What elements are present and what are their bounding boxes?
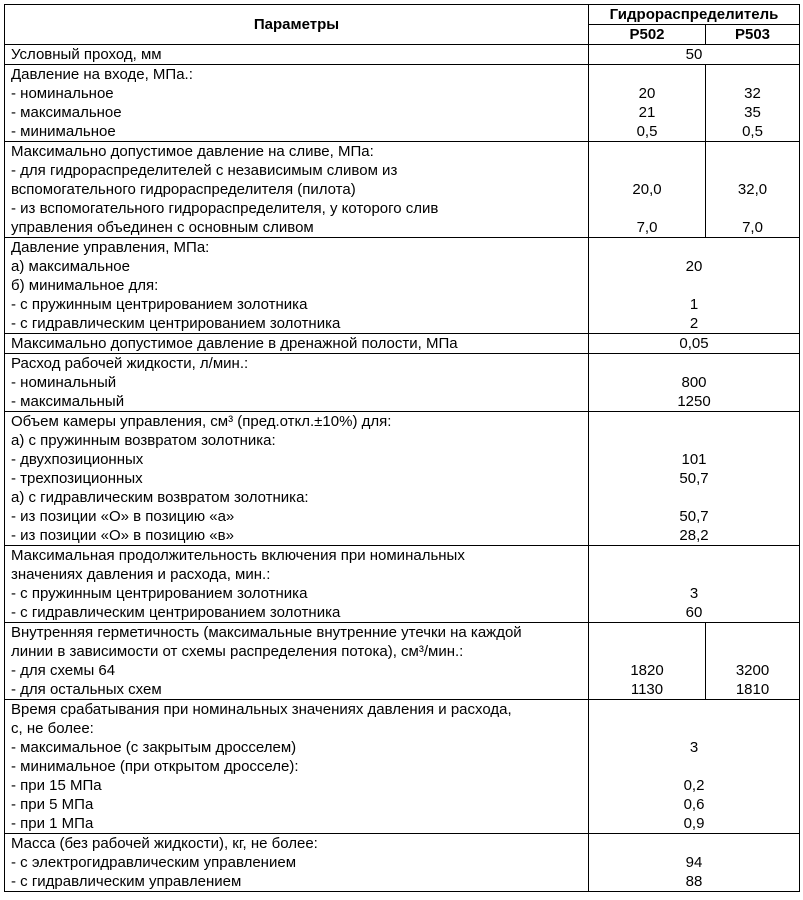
- shared-value-cell: [589, 45, 800, 65]
- table-row: [5, 334, 800, 354]
- value-text: 1: [689, 296, 699, 313]
- parameter-text: - трехпозиционных: [11, 470, 143, 487]
- parameter-text: а) с гидравлическим возвратом золотника:: [11, 489, 309, 506]
- parameter-cell: [5, 700, 589, 834]
- value-cell-p503: [706, 623, 800, 700]
- parameter-text: Расход рабочей жидкости, л/мин.:: [11, 355, 249, 372]
- value-text: 32: [744, 85, 761, 102]
- value-text: [589, 565, 799, 584]
- parameter-text: Давление на входе, МПа.:: [11, 66, 193, 83]
- value-text: 800: [681, 374, 707, 391]
- parameter-cell: [5, 45, 589, 65]
- table-row: [5, 700, 800, 834]
- parameter-text: - при 1 МПа: [11, 815, 94, 832]
- value-text: [706, 65, 799, 84]
- value-text: 1250: [677, 393, 711, 410]
- parameter-text: с, не более:: [11, 720, 94, 737]
- value-text: 1130: [630, 681, 664, 698]
- value-text: [589, 65, 705, 84]
- parameter-cell: [5, 142, 589, 238]
- table-row: [5, 238, 800, 334]
- spec-table-body: [5, 45, 800, 892]
- parameter-text: - из позиции «О» в позицию «а»: [11, 508, 235, 525]
- value-text: [589, 642, 705, 661]
- value-text: 32,0: [737, 181, 768, 198]
- parameter-text: Внутренняя герметичность (максимальные внутренние утечки на каждой: [11, 624, 522, 641]
- parameter-text: - с гидравлическим управлением: [11, 873, 242, 890]
- parameter-text: - максимальный: [11, 393, 125, 410]
- parameter-text: Давление управления, МПа:: [11, 239, 210, 256]
- value-text: [589, 719, 799, 738]
- parameter-cell: [5, 623, 589, 700]
- parameter-text: Максимально допустимое давление на сливе, МПа:: [11, 143, 374, 160]
- value-text: 35: [744, 104, 761, 121]
- parameter-text: - двухпозиционных: [11, 451, 144, 468]
- parameter-text: - из вспомогательного гидрораспределителя, у которого слив: [11, 200, 439, 217]
- value-text: [589, 546, 799, 565]
- value-cell-p502: [589, 142, 706, 238]
- parameter-cell: [5, 238, 589, 334]
- parameter-text: - из позиции «О» в позицию «в»: [11, 527, 234, 544]
- parameter-text: - минимальное: [11, 123, 116, 140]
- parameter-text: а) с пружинным возвратом золотника:: [11, 432, 276, 449]
- value-text: 0,05: [679, 335, 709, 352]
- value-text: 7,0: [742, 219, 763, 236]
- value-text: [706, 142, 799, 161]
- shared-value-cell: [589, 412, 800, 546]
- parameter-text: - максимальное: [11, 104, 122, 121]
- value-text: 50,7: [679, 470, 709, 487]
- value-text: 3200: [735, 662, 770, 679]
- parameter-cell: [5, 546, 589, 623]
- parameter-text: Максимальная продолжительность включения при номинальных: [11, 547, 465, 564]
- parameter-text: Время срабатывания при номинальных значениях давления и расхода,: [11, 701, 512, 718]
- parameter-text: - максимальное (с закрытым дросселем): [11, 739, 297, 756]
- parameter-text: Максимально допустимое давление в дренажной полости, МПа: [11, 335, 458, 352]
- parameter-cell: [5, 354, 589, 412]
- value-text: [589, 623, 705, 642]
- value-text: [589, 142, 705, 161]
- value-cell-p502: [589, 623, 706, 700]
- value-text: 21: [638, 104, 656, 121]
- value-text: 1820: [630, 662, 664, 679]
- parameter-cell: [5, 334, 589, 354]
- value-text: [589, 431, 799, 450]
- shared-value-cell: [589, 546, 800, 623]
- parameter-cell: [5, 65, 589, 142]
- parameter-text: - номинальный: [11, 374, 117, 391]
- value-text: 0,2: [683, 777, 705, 794]
- table-row: [5, 546, 800, 623]
- value-text: 0,5: [742, 123, 763, 140]
- value-cell-p503: [706, 142, 800, 238]
- parameter-text: - при 5 МПа: [11, 796, 94, 813]
- table-row: [5, 623, 800, 700]
- shared-value-cell: [589, 334, 800, 354]
- value-text: [706, 161, 799, 180]
- parameter-cell: [5, 412, 589, 546]
- value-text: 0,6: [683, 796, 705, 813]
- table-row: [5, 45, 800, 65]
- value-text: [589, 700, 799, 719]
- value-text: [589, 757, 799, 776]
- value-text: 0,9: [683, 815, 705, 832]
- value-text: [589, 354, 799, 373]
- value-text: 1810: [735, 681, 770, 698]
- value-text: 20,0: [632, 181, 662, 198]
- value-text: [589, 199, 705, 218]
- value-text: 94: [685, 854, 703, 871]
- value-text: 60: [685, 604, 703, 621]
- parameter-text: - для гидрораспределителей с независимым сливом из: [11, 162, 398, 179]
- value-text: [589, 834, 799, 853]
- table-row: [5, 142, 800, 238]
- parameter-text: Масса (без рабочей жидкости), кг, не более:: [11, 835, 318, 852]
- parameter-text: - с электрогидравлическим управлением: [11, 854, 296, 871]
- parameter-text: линии в зависимости от схемы распределения потока), см³/мин.:: [11, 643, 464, 660]
- shared-value-cell: [589, 238, 800, 334]
- value-text: 50: [685, 46, 703, 63]
- table-row: [5, 354, 800, 412]
- value-text: 28,2: [679, 527, 709, 544]
- value-cell-p502: [589, 65, 706, 142]
- parameter-text: - с пружинным центрированием золотника: [11, 296, 308, 313]
- header-parameters: Параметры: [5, 5, 589, 45]
- parameter-text: - с гидравлическим центрированием золотника: [11, 604, 341, 621]
- value-text: 3: [689, 585, 699, 602]
- spec-table: [4, 4, 800, 892]
- parameter-text: Условный проход, мм: [11, 46, 162, 63]
- parameter-cell: [5, 834, 589, 892]
- value-text: [706, 642, 799, 661]
- shared-value-cell: [589, 834, 800, 892]
- value-cell-p503: [706, 65, 800, 142]
- parameter-text: а) максимальное: [11, 258, 130, 275]
- value-text: [589, 412, 799, 431]
- value-text: [589, 238, 799, 257]
- table-row: [5, 412, 800, 546]
- value-text: 101: [681, 451, 707, 468]
- parameter-text: - для остальных схем: [11, 681, 162, 698]
- value-text: 50,7: [679, 508, 709, 525]
- value-text: 7,0: [636, 219, 658, 236]
- parameter-text: - номинальное: [11, 85, 114, 102]
- parameter-text: - минимальное (при открытом дросселе):: [11, 758, 299, 775]
- parameter-text: - с гидравлическим центрированием золотника: [11, 315, 341, 332]
- value-text: [706, 623, 799, 642]
- parameter-text: - при 15 МПа: [11, 777, 102, 794]
- value-text: [589, 276, 799, 295]
- parameter-text: - с пружинным центрированием золотника: [11, 585, 308, 602]
- table-row: [5, 65, 800, 142]
- header-model-p502: Р502: [589, 25, 706, 45]
- value-text: 0,5: [636, 123, 658, 140]
- value-text: 3: [689, 739, 699, 756]
- shared-value-cell: [589, 700, 800, 834]
- value-text: [589, 488, 799, 507]
- value-text: 20: [638, 85, 656, 102]
- shared-value-cell: [589, 354, 800, 412]
- parameter-text: значениях давления и расхода, мин.:: [11, 566, 271, 583]
- header-model-p503: Р503: [706, 25, 800, 45]
- value-text: 88: [685, 873, 703, 890]
- parameter-text: Объем камеры управления, см³ (пред.откл.±10%) для:: [11, 413, 392, 430]
- value-text: [589, 161, 705, 180]
- parameter-text: вспомогательного гидрораспределителя (пилота): [11, 181, 356, 198]
- parameter-text: управления объединен с основным сливом: [11, 219, 314, 236]
- parameter-text: б) минимальное для:: [11, 277, 159, 294]
- value-text: 20: [685, 258, 703, 275]
- value-text: 2: [689, 315, 699, 332]
- value-text: [706, 199, 799, 218]
- header-distributor-group: Гидрораспределитель: [589, 5, 800, 25]
- table-row: [5, 834, 800, 892]
- parameter-text: - для схемы 64: [11, 662, 116, 679]
